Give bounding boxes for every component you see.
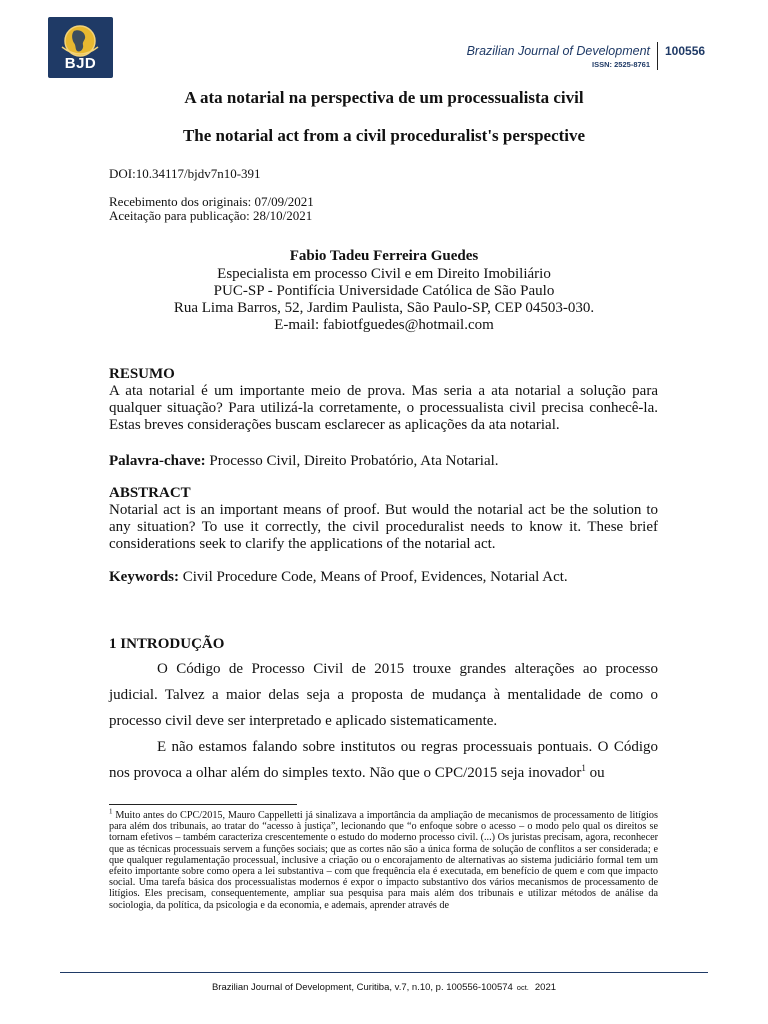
footnote-separator (109, 804, 297, 805)
footnote-reference[interactable]: 1 (581, 763, 586, 773)
footer-year: 2021 (534, 982, 557, 993)
keywords-pt (109, 453, 658, 470)
author-name: Fabio Tadeu Ferreira Guedes (289, 248, 479, 264)
accepted-date: Aceitação para publicação: 28/10/2021 (109, 208, 313, 223)
footnote-marker: 1 (109, 807, 113, 816)
resumo-text: A ata notarial é um importante meio de prova. Mas seria a ata notarial a solução para qualquer situação? Para utilizá-la corretamente, o processualista civil precisa conhecê-la. Estas breves considerações buscam esclarecer as aplicações da ata notarial. (109, 383, 658, 433)
abstract-text: Notarial act is an important means of proof. But would the notarial act be the solution to any situation? To use it correctly, the civil proceduralist needs to know it. These brief considerations seek to clarify the applications of the notarial act. (109, 502, 658, 552)
journal-name: Brazilian Journal of Development (466, 44, 650, 58)
logo-text: BJD (64, 55, 97, 72)
introduction-paragraph-2 (109, 734, 658, 786)
author-affiliation-1: Especialista em processo Civil e em Direito Imobiliário (217, 266, 551, 282)
introduction-heading: 1 INTRODUÇÃO (109, 636, 225, 652)
title-portuguese: A ata notarial na perspectiva de um processualista civil (184, 88, 584, 107)
introduction-paragraph-2-text: E não estamos falando sobre institutos ou regras processuais pontuais. O Código nos provoca a olhar além do simples texto. Não que o CPC/2015 seja inovador (109, 739, 658, 781)
footnote-text: Muito antes do CPC/2015, Mauro Cappelletti já sinalizava a importância da ampliação de mecanismos de processamento de litígios para além dos tribunais, ao tratar do “acesso à justiça”, lecionando que “o enfoque sobre o acesso – o modo pelo qual os direitos se tornam efetivos – também caracteriza crescentemente o estudo do moderno processo civil. (...) Os juristas precisam, agora, reconhecer que as técnicas processuais servem a funções sociais; que as cortes não são a única forma de solução de conflitos a ser considerada; e que qualquer regulamentação processual, inclusive a criação ou o encorajamento de alternativas ao sistema judiciário formal tem um efeito importante sobre como opera a lei substantiva – com que frequência ela é executada, em benefício de quem e com que impacto social. Uma tarefa básica dos processualistas modernos é expor o impacto substantivo dos vários mecanismos de processamento de litígios. Eles precisam, consequentemente, ampliar sua pesquisa para mais além dos tribunais e utilizar métodos de análise da sociologia, da política, da psicologia e da economia, e ademais, aprender através de (109, 810, 658, 911)
page-number: 100556 (665, 44, 706, 58)
footnote (109, 807, 658, 911)
header-divider (657, 42, 658, 70)
title-english: The notarial act from a civil proceduralist's perspective (182, 126, 586, 145)
resumo-heading: RESUMO (109, 366, 175, 382)
doi: DOI:10.34117/bjdv7n10-391 (109, 166, 261, 181)
issn: ISSN: 2525-8761 (592, 60, 650, 69)
introduction-paragraph-2-end: ou (585, 765, 605, 781)
keywords-pt-label: Palavra-chave: (109, 453, 206, 469)
keywords-en-values: Civil Procedure Code, Means of Proof, Evidences, Notarial Act. (179, 569, 568, 585)
footer (0, 982, 768, 993)
keywords-en-label: Keywords: (109, 569, 179, 585)
keywords-pt-values: Processo Civil, Direito Probatório, Ata Notarial. (205, 453, 499, 469)
footer-citation: Brazilian Journal of Development, Curitiba, v.7, n.10, p. 100556-100574 (211, 982, 513, 993)
footer-month: oct. (516, 983, 529, 992)
received-date: Recebimento dos originais: 07/09/2021 (109, 194, 314, 209)
introduction-paragraph-1: O Código de Processo Civil de 2015 trouxe grandes alterações ao processo judicial. Talvez a maior delas seja a proposta de mudança à mentalidade de como o processo civil deve ser interpretado e aplicado sistematicamente. (109, 661, 658, 729)
footer-separator (60, 972, 708, 973)
author-email: E-mail: fabiotfguedes@hotmail.com (274, 317, 494, 333)
keywords-en (109, 569, 658, 586)
journal-logo (48, 17, 113, 78)
author-affiliation-2: PUC-SP - Pontifícia Universidade Católica de São Paulo (213, 283, 555, 299)
author-address: Rua Lima Barros, 52, Jardim Paulista, São Paulo-SP, CEP 04503-030. (173, 300, 595, 316)
abstract-heading: ABSTRACT (109, 485, 191, 501)
